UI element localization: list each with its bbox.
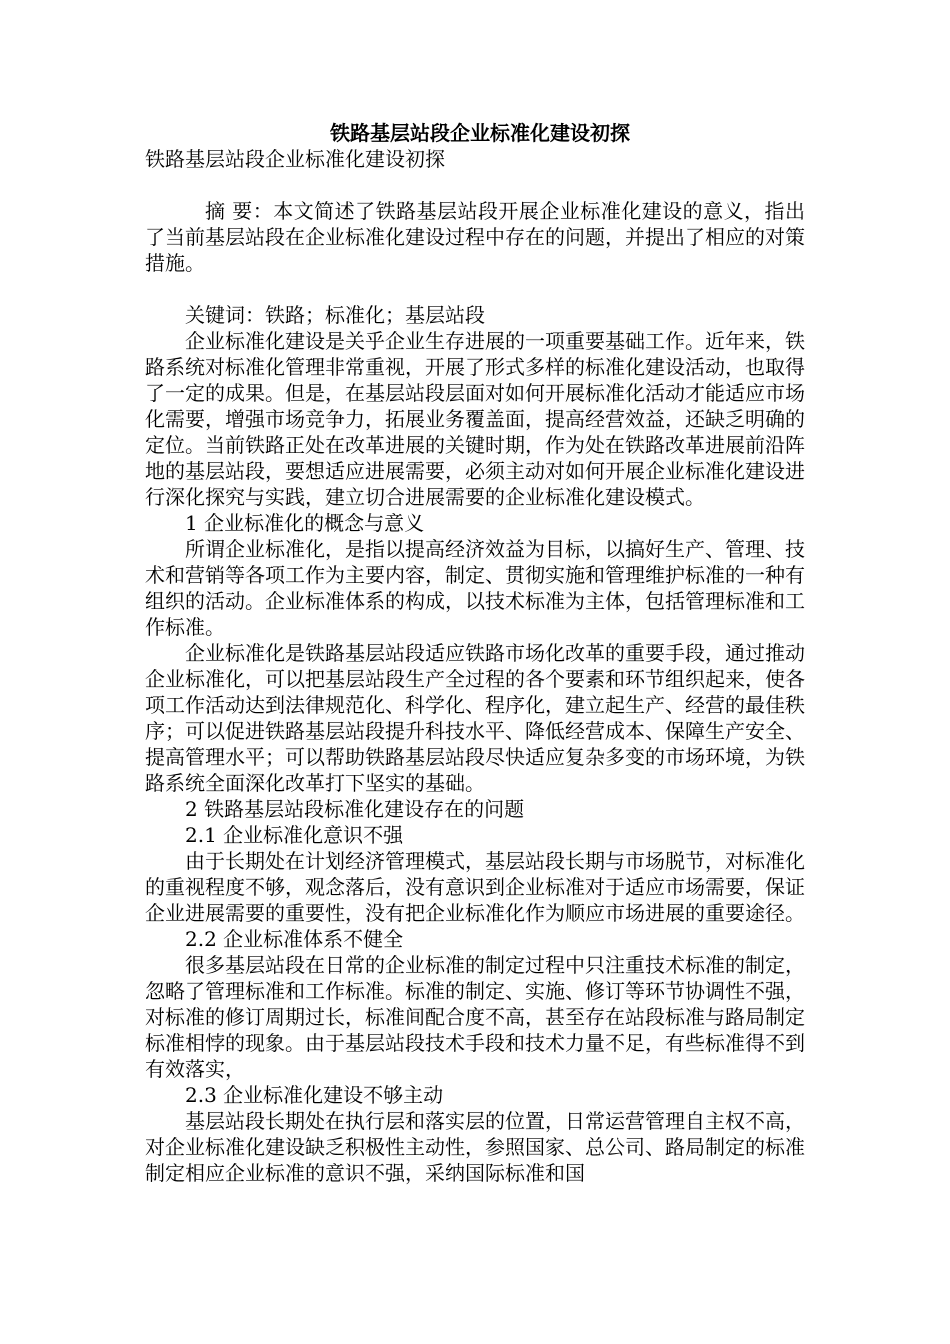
- subsection-heading: 2.3 企业标准化建设不够主动: [185, 1083, 444, 1107]
- body-paragraph: 很多基层站段在日常的企业标准的制定过程中只注重技术标准的制定，忽略了管理标准和工作标准。标准的制定、实施、修订等环节协调性不强，对标准的修订周期过长，标准间配合度不高，甚至存在站段标准与路局制定标准相悖的现象。由于基层站段技术手段和技术力量不足，有些标准得不到有效落实，: [145, 953, 805, 1081]
- document-title: 铁路基层站段企业标准化建设初探: [330, 121, 630, 145]
- abstract-paragraph: 摘 要：本文简述了铁路基层站段开展企业标准化建设的意义，指出了当前基层站段在企业标准化建设过程中存在的问题，并提出了相应的对策措施。: [145, 199, 805, 275]
- blank-line: [145, 276, 805, 302]
- body-paragraph: 所谓企业标准化，是指以提高经济效益为目标，以搞好生产、管理、技术和营销等各项工作为主要内容，制定、贯彻实施和管理维护标准的一种有组织的活动。企业标准体系的构成，以技术标准为主体，包括管理标准和工作标准。: [145, 537, 805, 639]
- body-paragraph: 企业标准化是铁路基层站段适应铁路市场化改革的重要手段，通过推动企业标准化，可以把基层站段生产全过程的各个要素和环节组织起来，使各项工作活动达到法律规范化、科学化、程序化，建立起生产、经营的最佳秩序；可以促进铁路基层站段提升科技水平、降低经营成本、保障生产安全、提高管理水平；可以帮助铁路基层站段尽快适应复杂多变的市场环境，为铁路系统全面深化改革打下坚实的基础。: [145, 641, 805, 795]
- subsection-heading: 2.1 企业标准化意识不强: [185, 823, 404, 847]
- blank-line: [145, 172, 805, 198]
- subsection-heading: 2.2 企业标准体系不健全: [185, 927, 404, 951]
- body-paragraph: 由于长期处在计划经济管理模式，基层站段长期与市场脱节，对标准化的重视程度不够，观念落后，没有意识到企业标准对于适应市场需要，保证企业进展需要的重要性，没有把企业标准化作为顺应市场进展的重要途径。: [145, 849, 805, 925]
- section-heading: 2 铁路基层站段标准化建设存在的问题: [185, 797, 525, 821]
- document-body: [145, 120, 805, 1186]
- body-paragraph: 企业标准化建设是关乎企业生存进展的一项重要基础工作。近年来，铁路系统对标准化管理非常重视，开展了形式多样的标准化建设活动，也取得了一定的成果。但是，在基层站段层面对如何开展标准化活动才能适应市场化需要，增强市场竞争力，拓展业务覆盖面，提高经营效益，还缺乏明确的定位。当前铁路正处在改革进展的关键时期，作为处在铁路改革进展前沿阵地的基层站段，要想适应进展需要，必须主动对如何开展企业标准化建设进行深化探究与实践，建立切合进展需要的企业标准化建设模式。: [145, 329, 805, 509]
- keywords-line: 关键词：铁路；标准化；基层站段: [185, 303, 485, 327]
- document-subtitle: 铁路基层站段企业标准化建设初探: [145, 147, 445, 171]
- section-heading: 1 企业标准化的概念与意义: [185, 511, 425, 535]
- body-paragraph: 基层站段长期处在执行层和落实层的位置，日常运营管理自主权不高，对企业标准化建设缺乏积极性主动性，参照国家、总公司、路局制定的标准制定相应企业标准的意识不强，采纳国际标准和国: [145, 1109, 805, 1185]
